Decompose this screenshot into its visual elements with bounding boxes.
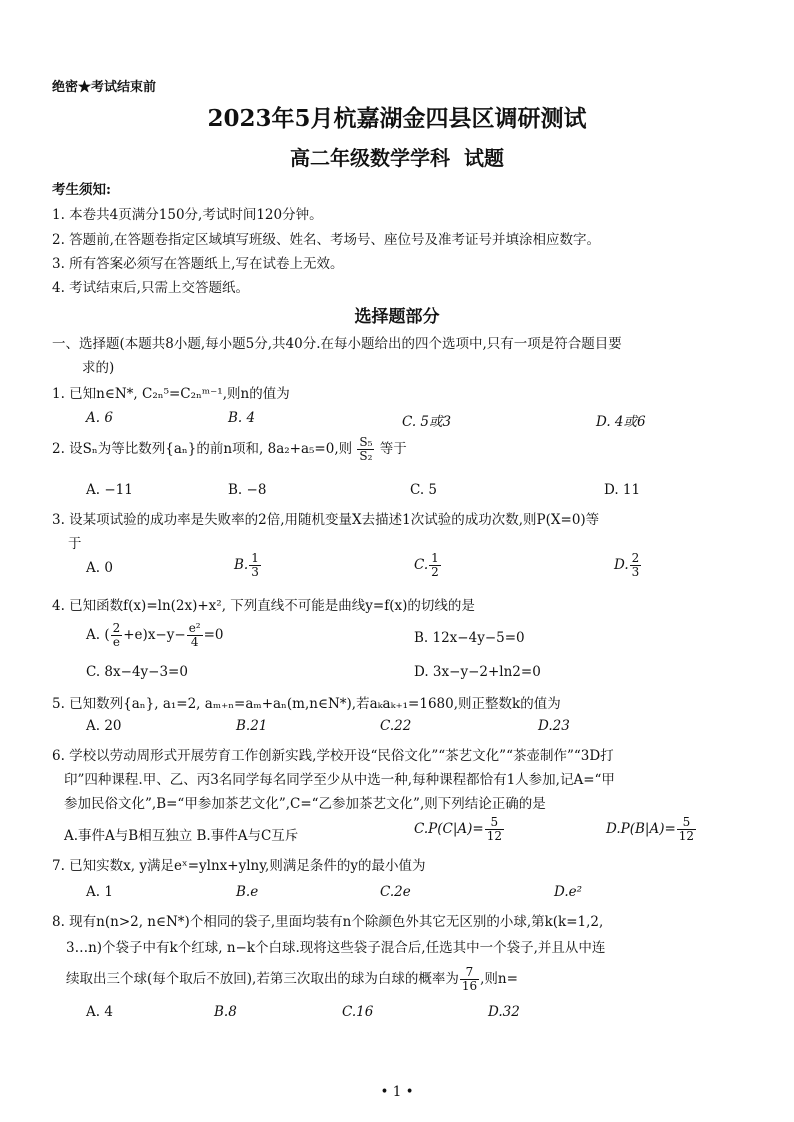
q7-option-d: D.e² [554,884,583,900]
question-5-stem: 5. 已知数列{aₙ}, a₁=2, aₘ₊ₙ=aₘ+aₙ(m,n∈N*),若aₖaₖ₊₁=1680,则正整数k的值为 [52,696,561,712]
q1-option-d: D. 4或6 [596,414,646,430]
question-4-stem: 4. 已知函数f(x)=ln(2x)+x², 下列直线不可能是曲线y=f(x)的切线的是 [52,598,475,614]
q2-fraction: $\frac{\text{S₅}}{\text{S₂}}$ [359,435,373,463]
notice-heading: 考生须知: [52,182,111,198]
q8-option-b: B.8 [214,1004,237,1020]
q1-option-b: B. 4 [228,410,256,426]
question-6-line-1: 6. 学校以劳动周形式开展劳育工作创新实践,学校开设“民俗文化”“茶艺文化”“茶壶制作”“3D打 [52,748,614,764]
q5-option-d: D.23 [538,718,570,734]
question-8-line-1: 8. 现有n(n>2, n∈N*)个相同的袋子,里面均装有n个除颜色外其它无区别的小球,第k(k=1,2, [52,914,604,930]
q4-option-d: D. 3x−y−2+ln2=0 [414,664,541,680]
secret-label: 绝密★考试结束前 [52,80,157,95]
question-8-line-2: 3…n)个袋子中有k个红球, n−k个白球.现将这些袋子混合后,任选其中一个袋子,并且从中连 [66,940,606,956]
notice-item: 4. 考试结束后,只需上交答题纸。 [52,280,249,296]
q7-option-a: A. 1 [86,884,113,900]
q6-option-d: D.P(B|A)= $\frac{5}{12}$ [606,815,695,843]
q3-option-b: B. $\frac{1}{3}$ [234,551,259,579]
notice-item: 3. 所有答案必须写在答题纸上,写在试卷上无效。 [52,256,344,272]
q3-option-d: D. $\frac{2}{3}$ [614,551,640,579]
q4-option-a: A. ( $\frac{2}{e}$ +e)x−y− $\frac{\text{e²}}{4}$ =0 [86,621,224,649]
q2-option-b: B. −8 [228,482,267,498]
q1-option-c: C. 5或3 [402,414,452,430]
question-6-line-3: 参加民俗文化”,B=“甲参加茶艺文化”,C=“乙参加茶艺文化”,则下列结论正确的是 [64,796,546,812]
q8-option-a: A. 4 [86,1004,113,1020]
q8-option-c: C.16 [342,1004,374,1020]
question-7-stem: 7. 已知实数x, y满足eˣ=ylnx+ylny,则满足条件的y的最小值为 [52,858,426,874]
q8-option-d: D.32 [488,1004,520,1020]
question-1-stem: 1. 已知n∈N*, C₂ₙ⁵=C₂ₙᵐ⁻¹,则n的值为 [52,386,290,402]
q5-option-a: A. 20 [86,718,122,734]
section-title: 选择题部分 [354,307,440,327]
notice-item: 1. 本卷共4页满分150分,考试时间120分钟。 [52,207,323,223]
q3-option-a: A. 0 [86,560,113,576]
q3-option-c: C. $\frac{1}{2}$ [414,551,439,579]
q6-option-c: C.P(C|A)= $\frac{5}{12}$ [414,815,502,843]
exam-title: 2023年5月杭嘉湖金四县区调研测试 [207,105,587,132]
q6-option-ab: A.事件A与B相互独立 B.事件A与C互斥 [64,828,299,844]
question-6-line-2: 印”四种课程.甲、乙、丙3名同学每名同学至少从中选一种,每种课程都恰有1人参加,记A=“甲 [64,772,615,788]
q2-option-a: A. −11 [86,482,133,498]
q2-option-c: C. 5 [410,482,438,498]
q2-stem-tail: 等于 [379,441,407,457]
q4-option-c: C. 8x−4y−3=0 [86,664,188,680]
question-2-stem [52,436,407,463]
q2-option-d: D. 11 [604,482,641,498]
q7-option-c: C.2e [380,884,411,900]
q4-option-b: B. 12x−4y−5=0 [414,630,525,646]
q1-option-a: A. 6 [86,410,113,426]
question-3-stem-cont: 于 [68,536,82,552]
q5-option-c: C.22 [380,718,412,734]
q7-option-b: B.e [236,884,259,900]
exam-subtitle: 高二年级数学学科 试题 [290,146,504,170]
q2-stem-text: 2. 设Sₙ为等比数列{aₙ}的前n项和, 8a₂+a₅=0,则 [52,441,353,457]
notice-item: 2. 答题前,在答题卷指定区域填写班级、姓名、考场号、座位号及准考证号并填涂相应数字。 [52,232,600,248]
page-number: • 1 • [380,1084,414,1100]
question-3-stem: 3. 设某项试验的成功率是失败率的2倍,用随机变量X去描述1次试验的成功次数,则P(X=0)等 [52,512,600,528]
q5-option-b: B.21 [236,718,268,734]
section-intro: 一、选择题(本题共8小题,每小题5分,共40分.在每小题给出的四个选项中,只有一项是符合题目要 [52,336,622,352]
section-intro-cont: 求的) [82,360,115,376]
question-8-line-3: 续取出三个球(每个取后不放回),若第三次取出的球为白球的概率为 $\frac{7}{16}$ ,则n= [66,965,518,993]
